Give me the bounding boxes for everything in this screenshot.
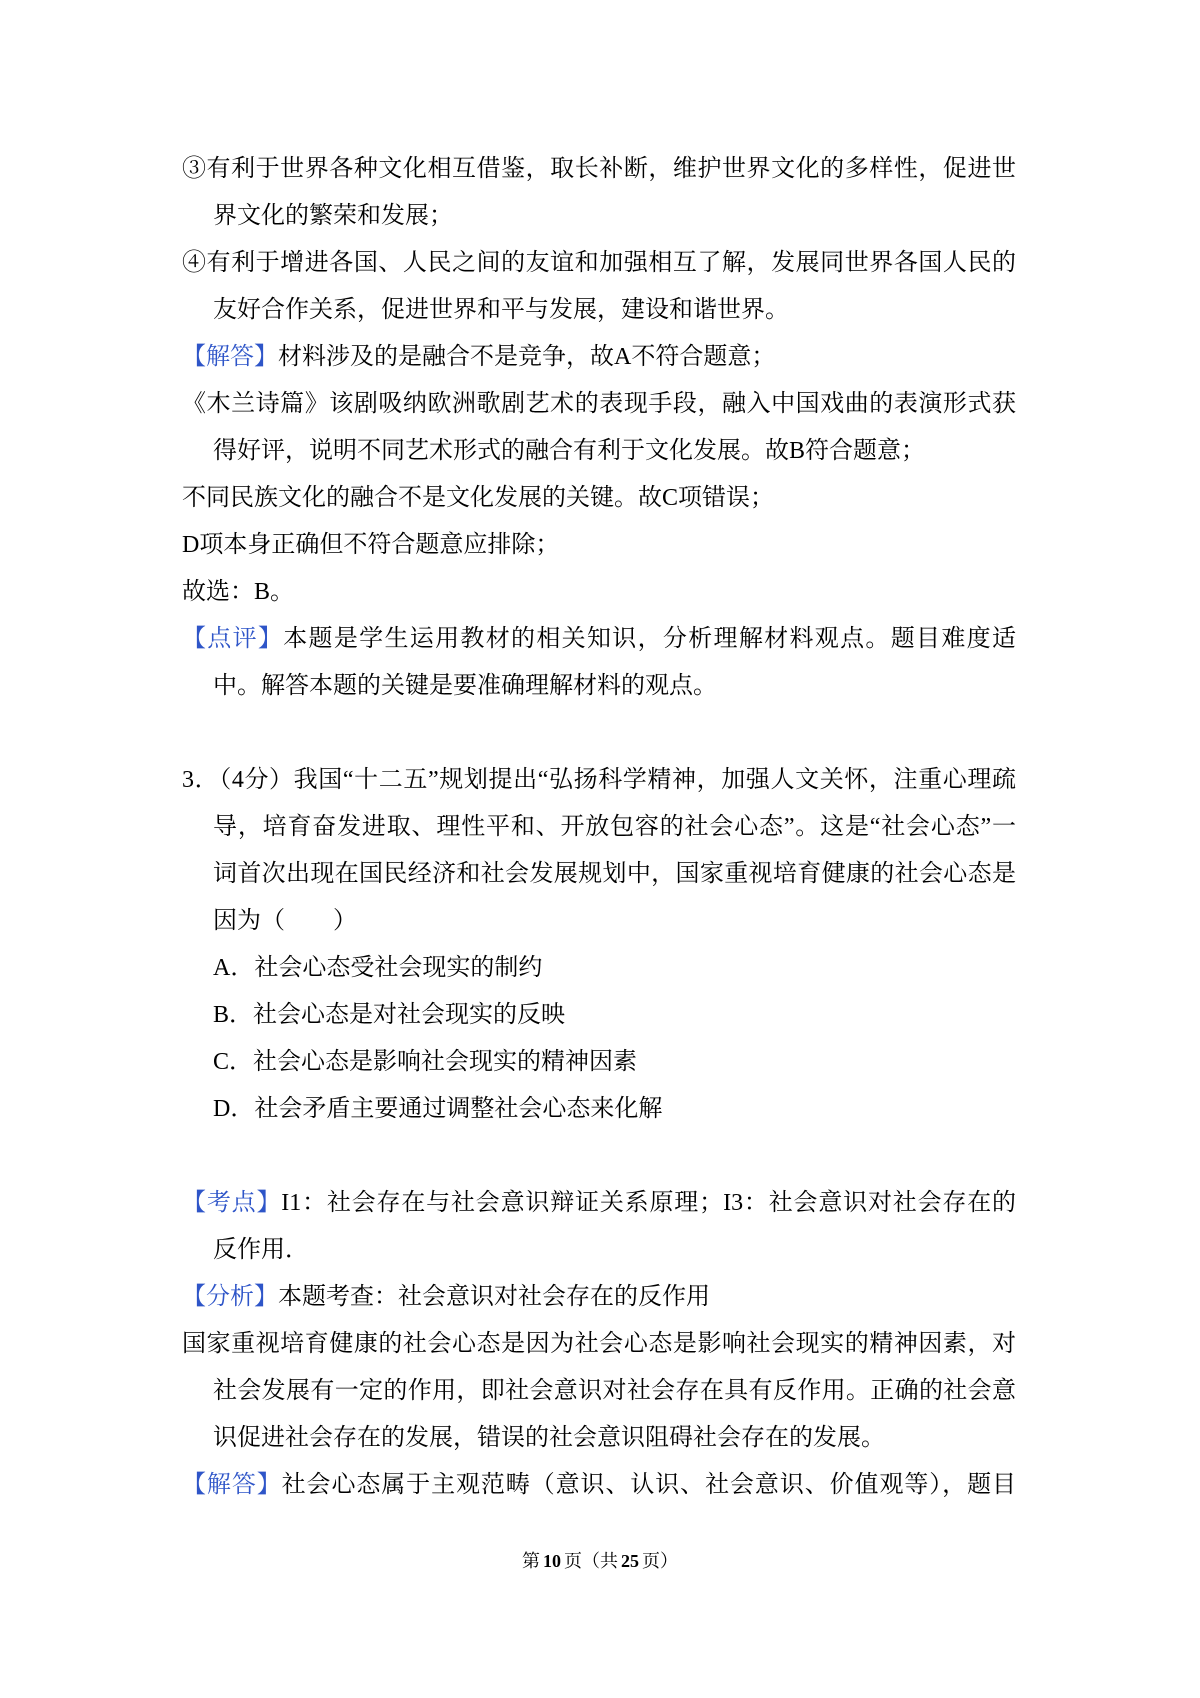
analysis-text: 本题考查：社会意识对社会存在的反作用 [278, 1284, 710, 1310]
document-body [182, 146, 1016, 1509]
option-text: 社会矛盾主要通过调整社会心态来化解 [254, 1096, 663, 1122]
paragraph-line: ④有利于增进各国、人民之间的友谊和加强相互了解，发展同世界各国人民的 [182, 250, 1016, 276]
footer-prefix: 第 [522, 1551, 540, 1571]
option-letter: A． [213, 955, 255, 981]
question-stem-line: 词首次出现在国民经济和社会发展规划中，国家重视培育健康的社会心态是 [213, 861, 1016, 887]
analysis-body-line: 社会发展有一定的作用，即社会意识对社会存在具有反作用。正确的社会意 [213, 1378, 1016, 1404]
analysis-body-line: 国家重视培育健康的社会心态是因为社会心态是影响社会现实的精神因素，对 [182, 1331, 1016, 1357]
option-c [182, 1039, 1016, 1086]
paragraph-line: 不同民族文化的融合不是文化发展的关键。故C项错误； [182, 485, 775, 511]
paragraph-line: ③有利于世界各种文化相互借鉴，取长补断，维护世界文化的多样性，促进世 [182, 156, 1016, 182]
analysis-body-line: 识促进社会存在的发展，错误的社会意识阻碍社会存在的发展。 [213, 1425, 885, 1451]
exam-point-tag: 【考点】 [182, 1190, 282, 1216]
blank-line [182, 710, 1016, 757]
option-a [182, 945, 1016, 992]
paragraph-line: 得好评，说明不同艺术形式的融合有利于文化发展。故B符合题意； [213, 438, 926, 464]
footer-suffix: 页） [642, 1551, 678, 1571]
option-text: 社会心态受社会现实的制约 [254, 955, 543, 981]
option-b [182, 992, 1016, 1039]
comment-text: 本题是学生运用教材的相关知识，分析理解材料观点。题目难度适 [283, 626, 1016, 652]
paragraph-line: 友好合作关系，促进世界和平与发展，建设和谐世界。 [213, 297, 789, 323]
blank-line [182, 1133, 1016, 1180]
option-letter: D． [213, 1096, 255, 1122]
answer-line [182, 1462, 1016, 1509]
paragraph-line: 《木兰诗篇》该剧吸纳欧洲歌剧艺术的表现手段，融入中国戏曲的表演形式获 [182, 391, 1016, 417]
paragraph-line: 界文化的繁荣和发展； [213, 203, 453, 229]
option-d [182, 1086, 1016, 1133]
paragraph-line: D项本身正确但不符合题意应排除； [182, 532, 560, 558]
answer-tag: 【解答】 [182, 1472, 282, 1498]
question-stem-line: 因为（ ） [213, 908, 357, 934]
choice-line: 故选：B。 [182, 579, 295, 605]
option-text: 社会心态是对社会现实的反映 [253, 1002, 566, 1028]
answer-line [182, 334, 1016, 381]
footer-total-pages: 25 [621, 1551, 639, 1571]
question-stem-line: 导，培育奋发进取、理性平和、开放包容的社会心态”。这是“社会心态”一 [213, 814, 1016, 840]
option-text: 社会心态是影响社会现实的精神因素 [253, 1049, 638, 1075]
option-letter: B． [213, 1002, 254, 1028]
page-footer [0, 1549, 1200, 1573]
answer-text: 材料涉及的是融合不是竞争，故A不符合题意； [278, 344, 776, 370]
exam-point-line: 反作用． [213, 1237, 309, 1263]
analysis-line [182, 1274, 1016, 1321]
exam-point-text: I1：社会存在与社会意识辩证关系原理；I3：社会意识对社会存在的 [281, 1190, 1017, 1216]
answer-text: 社会心态属于主观范畴（意识、认识、社会意识、价值观等），题目 [281, 1472, 1017, 1498]
question-stem-line: 3．（4分）我国“十二五”规划提出“弘扬科学精神，加强人文关怀，注重心理疏 [182, 767, 1016, 793]
comment-line [182, 616, 1016, 663]
option-letter: C． [213, 1049, 254, 1075]
comment-tag: 【点评】 [182, 626, 284, 652]
answer-tag: 【解答】 [182, 344, 278, 370]
comment-line: 中。解答本题的关键是要准确理解材料的观点。 [213, 673, 717, 699]
footer-page-number: 10 [543, 1551, 561, 1571]
footer-middle: 页（共 [564, 1551, 618, 1571]
analysis-tag: 【分析】 [182, 1284, 278, 1310]
exam-point-line [182, 1180, 1016, 1227]
